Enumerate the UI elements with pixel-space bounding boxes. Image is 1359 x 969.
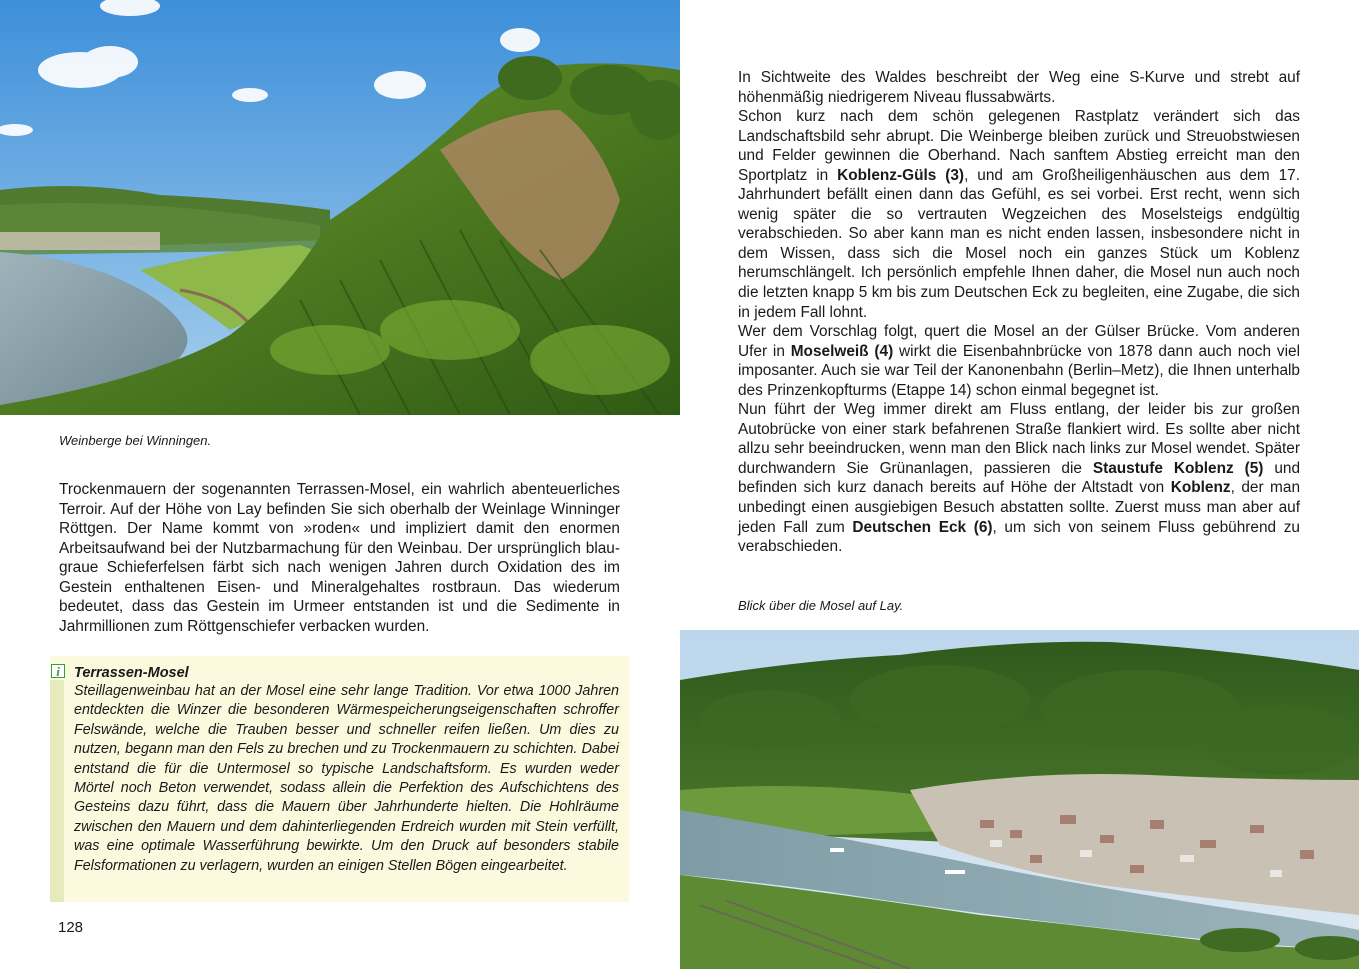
page-number: 128 [58,919,84,936]
info-box-text: Steillagenweinbau hat an der Mosel eine sehr lange Tradition. Vor etwa 1000 Jahren entdeckten die Winzer die besonderen Wärmespeicherungseigenschaften schroffer Felswände, welche die Trauben besser und schneller reifen ließen. Um dies zu nutzen, begann man den Fels zu brechen und zu Trockenmauern zu schichten. Dabei entstand die für die Untermosel so typische Landschaftsform. Es wurden weder Mörtel noch Beton verwendet, sodass allein die Perfektion des Aufschichtens des Gesteins dazu führt, dass die Mauern über Jahrhunderte hielten. Die Hohlräume zwischen den Mauern und dem dahinterliegenden Erdreich wurden mit Stein verfüllt, was eine optimale Wasserführung bewirkte. Um den Druck auf besonders stabile Felsformationen zu verlagern, wurden an einigen Stellen Bögen eingearbeitet. [74,683,619,874]
mosel-photo-caption: Blick über die Mosel auf Lay. [738,598,904,613]
right-paragraph-4 [738,400,1300,556]
left-body-text [59,480,620,636]
info-icon: i [51,664,65,678]
right-paragraph-3 [738,322,1300,400]
text-run: , der man unbedingt einen ausgiebigen Besuch abstatten sollte. Zuerst muss man aber auf jeden Fall zum [738,479,1300,536]
left-paragraph: Trockenmauern der sogenannten Terrassen-Mosel, ein wahrlich abenteuerliches Terroir. Auf der Höhe von Lay befinden Sie sich oberhalb der Weinlage Winninger Röttgen. Der Name kommt von »roden« und impliziert damit den enormen Arbeitsaufwand bei der Nutzbarmachung für den Weinbau. Der ursprünglich blau-graue Schieferfelsen färbt sich nach wenigen Jahren durch Oxidation des im Gestein enthaltenen Eisen- und Mineralgehaltes rostbraun. Das wiederum bedeutet, dass das Gestein im Urmeer entstanden ist und die Sedimente in Jahrmillionen zum Röttgenschiefer verbacken wurden. [59,481,620,635]
vineyard-photo-caption: Weinberge bei Winningen. [59,433,212,448]
text-run: Nun führt der Weg immer direkt am Fluss entlang, der leider bis zur großen Autobrücke von einer stark befahrenen Straße flankiert wird. Es sollte aber nicht allzu sehr beeindrucken, wenn man den Blick nach links zur Mosel wendet. Später durchwandern Sie Grünanlagen, passieren die [738,401,1300,477]
text-run: und befinden sich kurz danach bereits auf Höhe der Altstadt von [738,459,1300,497]
right-body-text [738,68,1300,557]
vineyard-photo [0,0,680,415]
text-run: wirkt die Eisenbahnbrücke von 1878 dann auch noch viel imposanter. Auch sie war Teil der Kanonenbahn (Berlin–Metz), die Ihnen unterhalb des Prinzenkopfturms (Etappe 14) schon einmal begegnet ist. [738,342,1300,399]
info-box-title: Terrassen-Mosel [74,665,189,681]
place-name-koblenz-guels: Koblenz-Güls (3) [837,166,965,184]
right-page [680,0,1359,969]
mosel-lay-photo-illustration [680,630,1359,969]
place-name-moselweiss: Moselweiß (4) [790,342,894,360]
info-box-stripe [50,680,64,902]
mosel-lay-photo [680,630,1359,969]
right-paragraph-1 [738,68,1300,107]
vineyard-photo-illustration [0,0,680,415]
place-name-staustufe-koblenz: Staustufe Koblenz (5) [1092,459,1264,477]
text-run: Schon kurz nach dem schön gelegenen Rastplatz verändert sich das Landschaftsbild sehr abrupt. Die Weinberge bleiben zurück und Streuobstwiesen und Felder gewinnen die Oberhand. Nach sanftem Abstieg erreicht man den Sportplatz in [738,108,1300,184]
text-run: , um sich von seinem Fluss gebührend zu verabschieden. [738,518,1300,556]
right-paragraph-2 [738,107,1300,322]
text-run: Wer dem Vorschlag folgt, quert die Mosel an der Gülser Brücke. Vom anderen Ufer in [738,323,1300,360]
info-box [50,656,629,902]
text-run: In Sichtweite des Waldes beschreibt der Weg eine S-Kurve und strebt auf höhenmäßig niedrigerem Niveau flussabwärts. [738,69,1300,106]
place-name-deutsches-eck: Deutschen Eck (6) [852,518,993,536]
place-name-koblenz: Koblenz [1170,479,1231,497]
text-run: , und am Großheiligenhäuschen aus dem 17. Jahrhundert befällt einen dann das Gefühl, es sei vorbei. Erst recht, wenn sich wenig später die so vertrauten Wegzeichen des Moselsteigs endgültig verabschieden. So aber kann man es nicht enden lassen, insbesondere nicht in dem Wissen, dass sich die Mosel noch ein ganzes Stück um Koblenz herumschlängelt. Ich persönlich empfehle Ihnen daher, die Mosel nun auch noch die letzten knapp 5 km bis zum Deutschen Eck zu begleiten, eine Zugabe, die sich in jedem Fall lohnt. [738,166,1300,321]
